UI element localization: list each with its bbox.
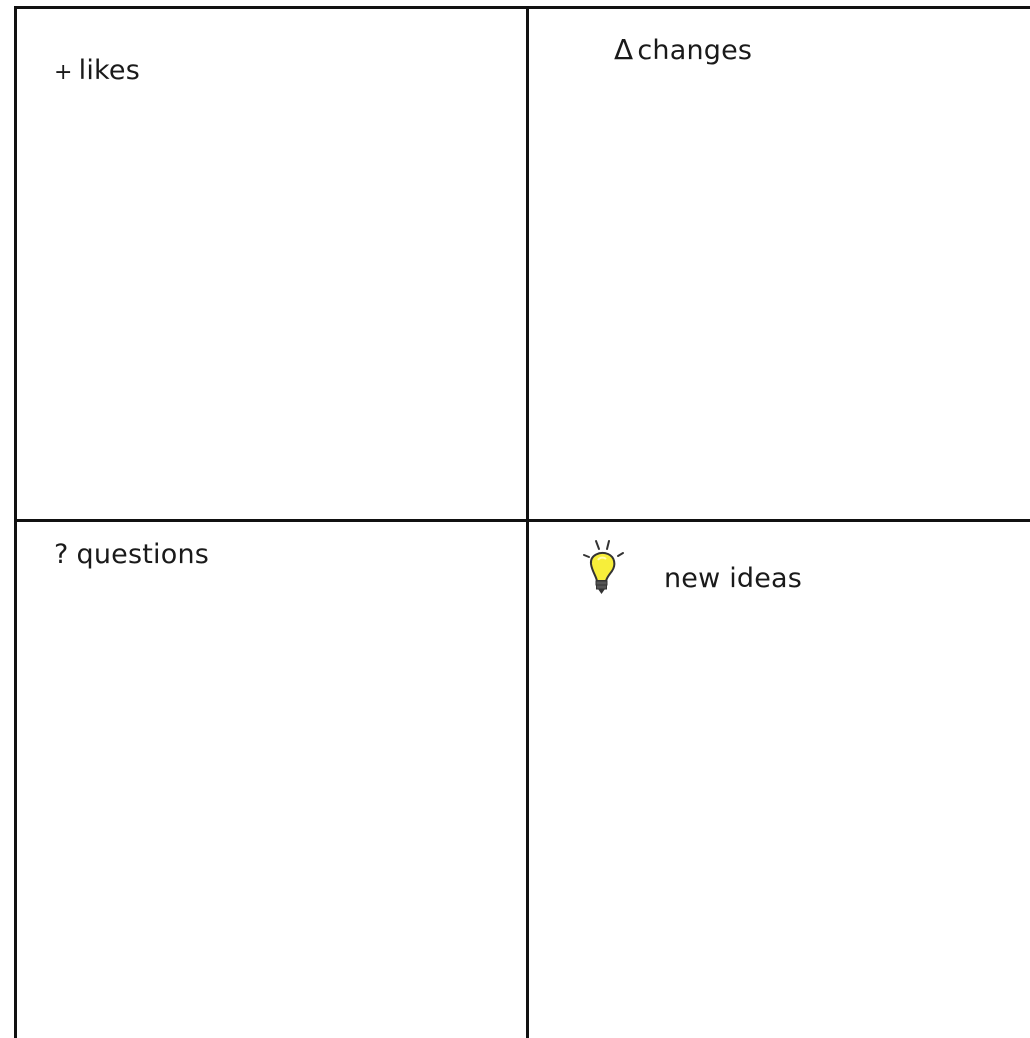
delta-symbol: Δ xyxy=(614,33,634,66)
grid-left-border xyxy=(14,6,17,1038)
questions-label: questions xyxy=(76,539,210,570)
grid-top-border xyxy=(14,6,1030,9)
likes-label: likes xyxy=(78,55,140,86)
new-ideas-label: new ideas xyxy=(664,563,803,594)
changes-label: changes xyxy=(637,35,753,66)
lightbulb-icon xyxy=(578,538,636,596)
plus-symbol: + xyxy=(54,60,73,85)
questions-heading xyxy=(54,541,209,568)
question-symbol: ? xyxy=(54,539,69,570)
changes-heading xyxy=(614,33,753,66)
grid-vertical-divider xyxy=(526,6,529,1038)
new-ideas-heading xyxy=(664,565,802,592)
likes-heading xyxy=(54,57,140,84)
grid-horizontal-divider xyxy=(14,519,1030,522)
